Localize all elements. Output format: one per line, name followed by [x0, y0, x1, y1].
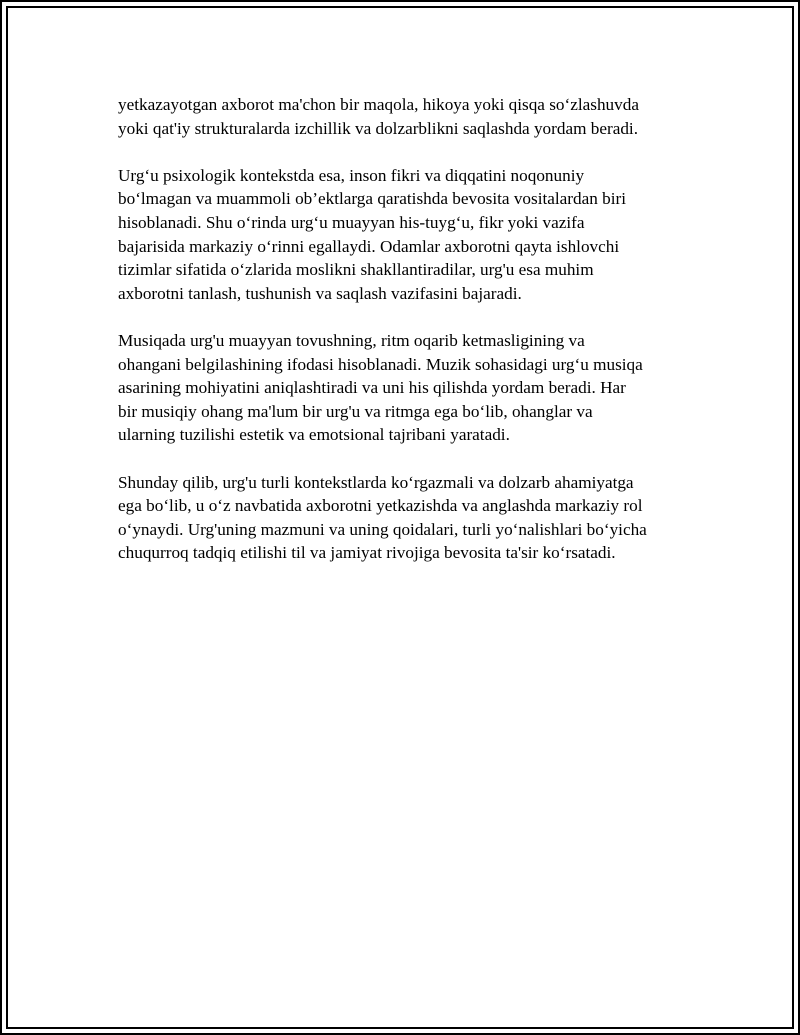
text-line: yetkazayotgan axborot ma'chon bir maqola, hikoya yoki qisqa so‘zlashuvda — [118, 95, 639, 114]
text-line: Urg‘u psixologik kontekstda esa, inson fikri va diqqatini noqonuniy — [118, 165, 585, 185]
text-line: chuqurroq tadqiq etilishi til va jamiyat rivojiga bevosita ta'sir ko‘rsatadi. — [118, 543, 616, 563]
paragraph-1 — [118, 93, 698, 140]
paragraph-2 — [118, 164, 698, 306]
text-line: ohangani belgilashining ifodasi hisoblanadi. Muzik sohasidagi urg‘u musiqa — [118, 354, 643, 374]
paragraph-3 — [118, 329, 698, 447]
text-line: o‘ynaydi. Urg'uning mazmuni va uning qoidalari, turli yo‘nalishlari bo‘yicha — [118, 519, 647, 539]
text-line: asarining mohiyatini aniqlashtiradi va uni his qilishda yordam beradi. Har — [118, 378, 626, 398]
text-line: yoki qat'iy strukturalarda izchillik va dolzarblikni saqlashda yordam beradi. — [118, 118, 638, 138]
text-line: Shunday qilib, urg'u turli kontekstlarda ko‘rgazmali va dolzarb ahamiyatga — [118, 472, 634, 492]
text-line: tizimlar sifatida o‘zlarida moslikni shakllantiradilar, urg'u esa muhim — [118, 260, 594, 280]
text-line: ega bo‘lib, u o‘z navbatida axborotni yetkazishda va anglashda markaziy rol — [118, 496, 643, 516]
text-line: bir musiqiy ohang ma'lum bir urg'u va ritmga ega bo‘lib, ohanglar va — [118, 401, 593, 421]
text-line: bajarisida markaziy o‘rinni egallaydi. Odamlar axborotni qayta ishlovchi — [118, 236, 620, 256]
paragraph-4 — [118, 471, 698, 565]
text-line: Musiqada urg'u muayyan tovushning, ritm oqarib ketmasligining va — [118, 330, 585, 350]
text-line: axborotni tanlash, tushunish va saqlash vazifasini bajaradi. — [118, 283, 522, 303]
document-body — [118, 93, 698, 588]
text-line: bo‘lmagan va muammoli ob’ektlarga qaratishda bevosita vositalardan biri — [118, 189, 626, 209]
text-line: hisoblanadi. Shu o‘rinda urg‘u muayyan his-tuyg‘u, fikr yoki vazifa — [118, 212, 585, 232]
text-line: ularning tuzilishi estetik va emotsional tajribani yaratadi. — [118, 425, 510, 445]
